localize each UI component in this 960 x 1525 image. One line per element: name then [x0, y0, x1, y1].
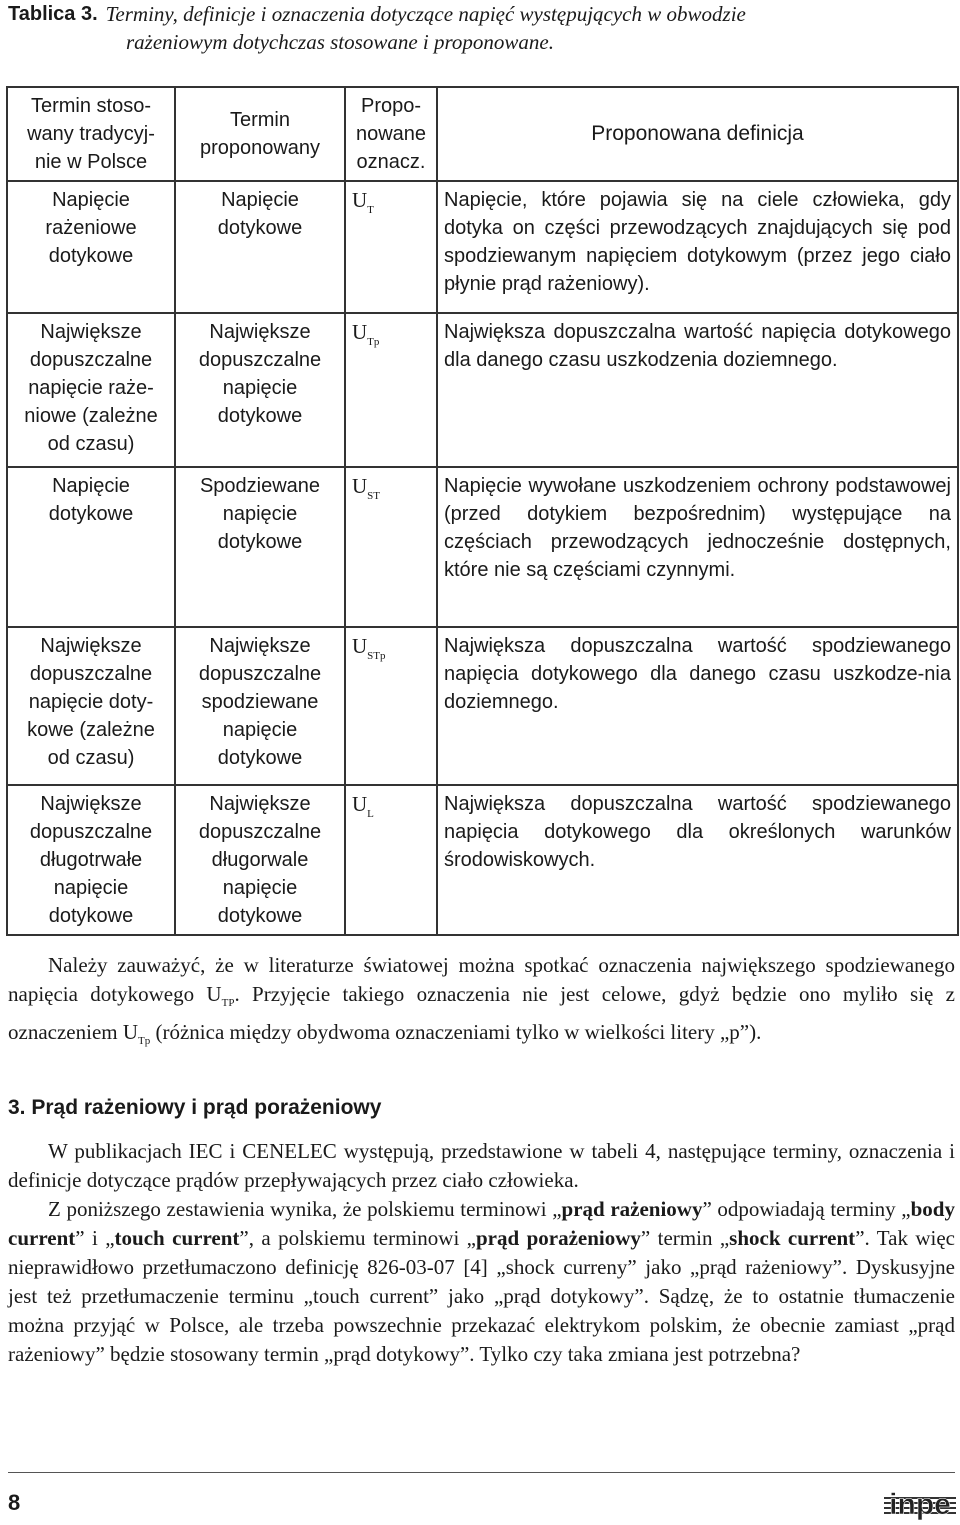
cell-proposed-term: Napięcie dotykowe	[175, 181, 345, 313]
cell-proposed-term: Największe dopuszczalne napięcie dotykowe	[175, 313, 345, 467]
caption-line-2: rażeniowym dotychczas stosowane i proponowane.	[126, 30, 554, 54]
text-run: Z poniższego zestawienia wynika, że polskiemu terminowi „	[48, 1197, 562, 1221]
symbol-main: U	[352, 188, 368, 212]
cell-proposed-term: Spodziewane napięcie dotykowe	[175, 467, 345, 627]
cell-proposed-term: Największe dopuszczalne długorwale napięcie dotykowe	[175, 785, 345, 935]
table-row	[7, 627, 958, 785]
logo-text: inpe	[889, 1488, 951, 1521]
symbol-main: U	[352, 320, 368, 344]
cell-symbol	[345, 467, 437, 627]
text-run: ” odpowiadają terminy „	[702, 1197, 911, 1221]
cell-symbol	[345, 313, 437, 467]
symbol-subscript: ST	[367, 490, 381, 502]
caption-line-1: Terminy, definicje i oznaczenia dotyczące napięć występujących w obwodzie	[105, 2, 746, 26]
note-subscript-2: Tp	[138, 1035, 151, 1047]
symbol-subscript: T	[367, 204, 374, 216]
cell-traditional-term: Największe dopuszczalne napięcie doty-kowe (zależne od czasu)	[7, 627, 175, 785]
bold-term: body current	[8, 1197, 955, 1250]
text-run: ” termin „	[640, 1226, 730, 1250]
table-row	[7, 467, 958, 627]
cell-definition: Napięcie wywołane uszkodzeniem ochrony podstawowej (przed dotykiem bezpośrednim) występujące na częściach przewodzących jednocześnie dostępnych, które nie są częściami czynnymi.	[437, 467, 958, 627]
text-run: ”. Tak więc nieprawidłowo przetłumaczono definicję 826-03-07 [4] „shock curreny” jako „prąd rażeniowy”. Dyskusyjne jest też przetłumaczenie terminu „touch current” jako „prąd dotykowy”. Sądzę, że to ostatnie tłumaczenie można przyjąć w Polsce, ale trzeba powszechnie przekazać elektrykom polskim, że obecnie zamiast „prąd rażeniowy” będzie stosowany termin „prąd dotykowy”. Tylko czy taka zmiana jest potrzebna?	[8, 1226, 956, 1366]
note-paragraph	[8, 951, 955, 1056]
cell-traditional-term: Największe dopuszczalne długotrwałe napięcie dotykowe	[7, 785, 175, 935]
symbol-main: U	[352, 792, 368, 816]
table-row	[7, 181, 958, 313]
cell-definition: Napięcie, które pojawia się na ciele człowieka, gdy dotyka on części przewodzących znajdujących się pod spodziewanym napięciem dotykowym (przez jego ciało płynie prąd rażeniowy).	[437, 181, 958, 313]
symbol-subscript: L	[367, 808, 374, 820]
table-caption	[8, 0, 953, 56]
note-subscript-1: TP	[221, 997, 235, 1009]
inpe-logo-icon	[884, 1487, 956, 1521]
cell-traditional-term: Napięcie dotykowe	[7, 467, 175, 627]
cell-symbol	[345, 181, 437, 313]
section-heading: 3. Prąd rażeniowy i prąd porażeniowy	[8, 1096, 382, 1119]
table-row	[7, 313, 958, 467]
note-text-1: Należy zauważyć, że w literaturze światowej można spotkać oznaczenia największego spodziewanego napięcia dotykowego U	[8, 953, 955, 1006]
note-text-2: . Przyjęcie takiego oznaczenia nie jest celowe, gdyż będzie ono myliło się z oznaczeniem U	[8, 982, 955, 1044]
cell-definition: Największa dopuszczalna wartość spodziewanego napięcia dotykowego dla określonych warunków środowiskowych.	[437, 785, 958, 935]
note-text-3: (różnica między obydwoma oznaczeniami tylko w wielkości litery „p”).	[150, 1020, 762, 1044]
symbol-main: U	[352, 474, 368, 498]
cell-symbol	[345, 627, 437, 785]
header-traditional-term: Termin stoso-wany tradycyj-nie w Polsce	[7, 87, 175, 181]
note-paragraph-block	[8, 951, 955, 1056]
cell-traditional-term: Największe dopuszczalne napięcie raże-niowe (zależne od czasu)	[7, 313, 175, 467]
terms-table	[6, 86, 959, 936]
text-run: ” i „	[75, 1226, 115, 1250]
section-body	[8, 1137, 955, 1369]
header-proposed-term: Termin proponowany	[175, 87, 345, 181]
bold-term: prąd rażeniowy	[561, 1197, 703, 1221]
symbol-subscript: STp	[367, 650, 386, 662]
section-paragraph-2	[8, 1195, 955, 1369]
cell-symbol	[345, 785, 437, 935]
cell-traditional-term: Napięcie rażeniowe dotykowe	[7, 181, 175, 313]
table-row	[7, 785, 958, 935]
cell-definition: Największa dopuszczalna wartość spodziewanego napięcia dotykowego dla danego czasu uszkodze-nia doziemnego.	[437, 627, 958, 785]
symbol-subscript: Tp	[367, 336, 380, 348]
section-paragraph-1: W publikacjach IEC i CENELEC występują, przedstawione w tabeli 4, następujące terminy, oznaczenia i definicje dotyczące prądów przepływających przez ciało człowieka.	[8, 1139, 955, 1192]
page-number: 8	[8, 1490, 21, 1515]
cell-proposed-term: Największe dopuszczalne spodziewane napięcie dotykowe	[175, 627, 345, 785]
bold-term: prąd porażeniowy	[476, 1226, 641, 1250]
bold-term: touch current	[114, 1226, 240, 1250]
header-proposed-definition: Proponowana definicja	[437, 87, 958, 181]
header-proposed-symbol: Propo-nowane oznacz.	[345, 87, 437, 181]
symbol-main: U	[352, 634, 368, 658]
footer-divider	[8, 1472, 955, 1473]
bold-term: shock current	[729, 1226, 856, 1250]
table-header-row	[7, 87, 958, 181]
text-run: ”, a polskiemu terminowi „	[239, 1226, 476, 1250]
caption-label: Tablica 3.	[8, 3, 98, 25]
cell-definition: Największa dopuszczalna wartość napięcia dotykowego dla danego czasu uszkodzenia doziemnego.	[437, 313, 958, 467]
